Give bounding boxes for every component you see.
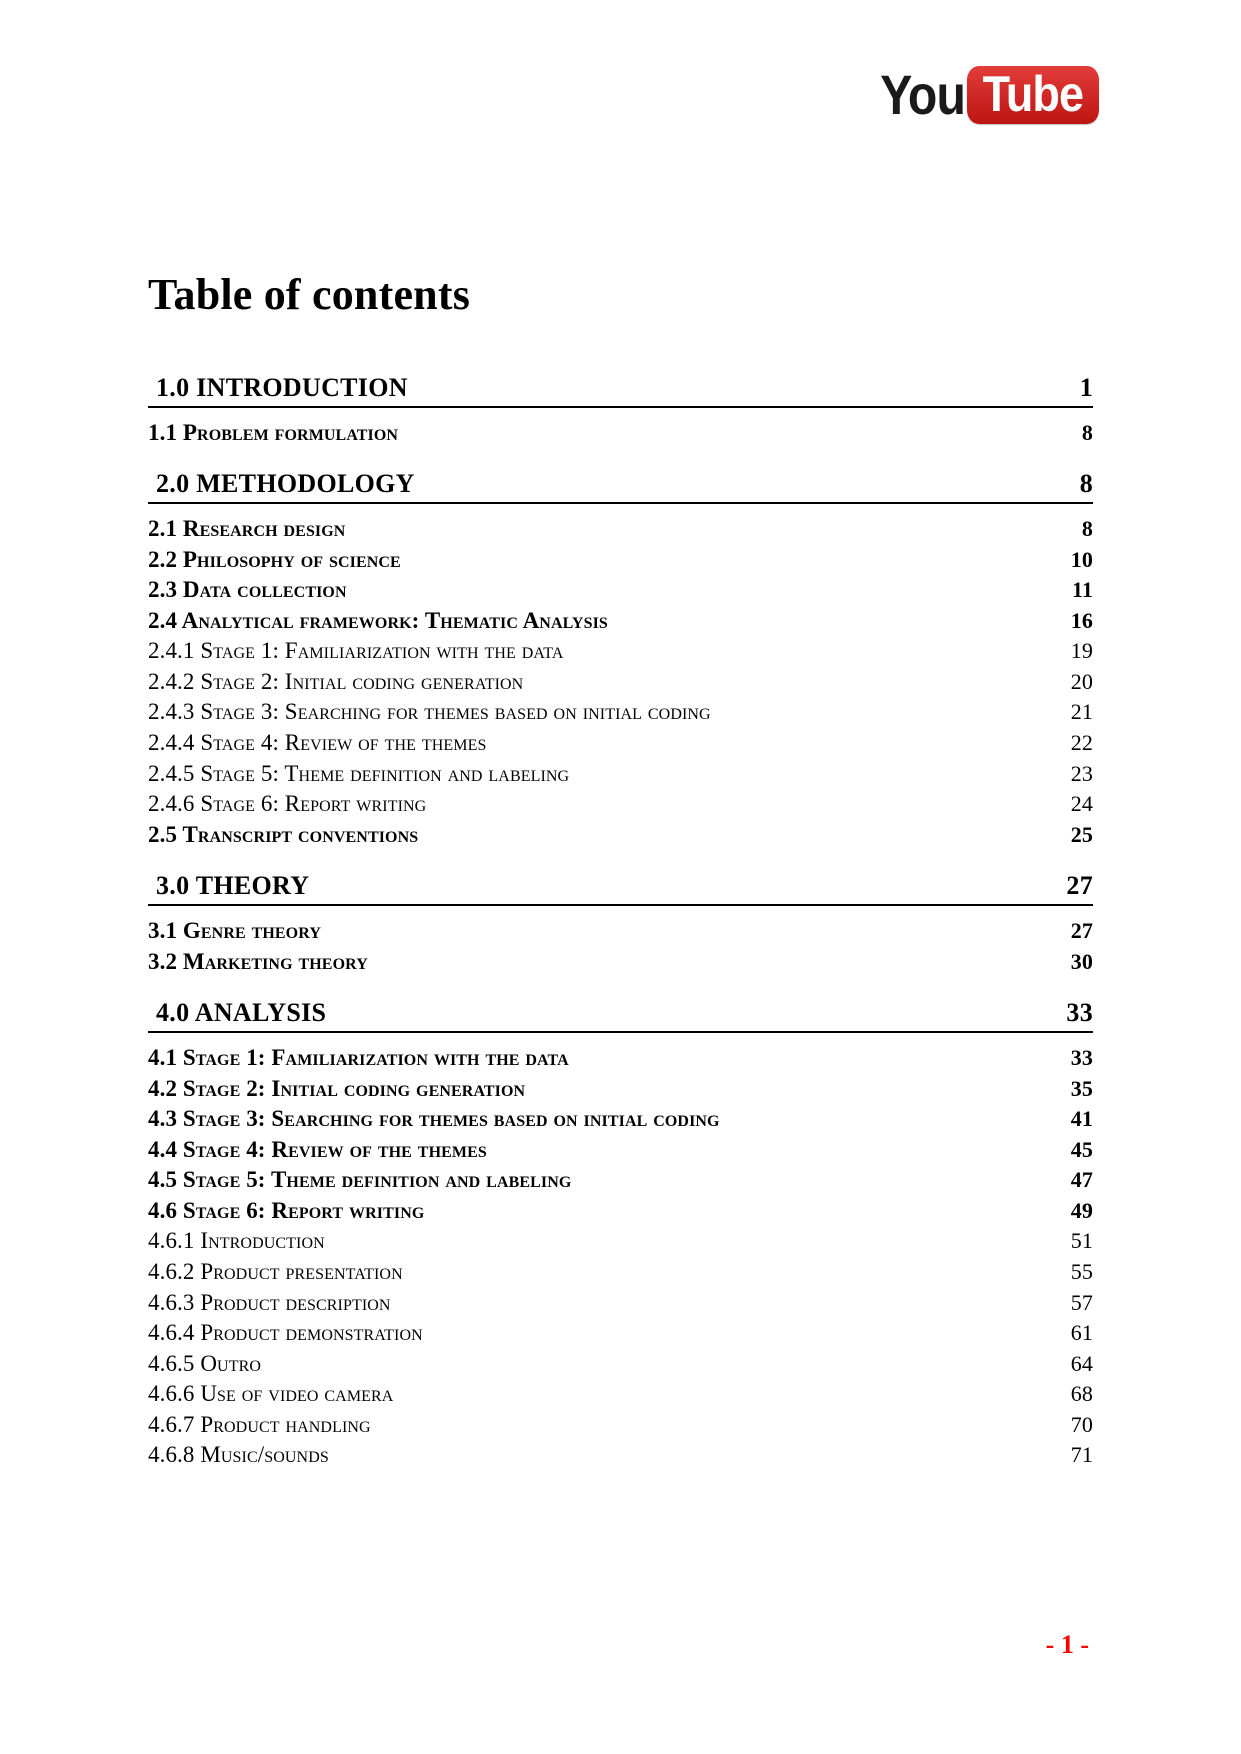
toc-entry-page-number: 64 bbox=[1070, 1350, 1093, 1376]
toc-entry[interactable] bbox=[148, 820, 1093, 851]
toc-entry-page-number: 47 bbox=[1070, 1167, 1093, 1193]
toc-entry-page-number: 71 bbox=[1070, 1442, 1093, 1468]
toc-entry[interactable] bbox=[148, 728, 1093, 759]
toc-entry-page-number: 8 bbox=[1081, 516, 1093, 542]
toc-entry-label: 4.5 Stage 5: Theme definition and labeling bbox=[148, 1167, 572, 1193]
toc-entry-label: 2.0 METHODOLOGY bbox=[156, 469, 415, 499]
toc-entry-page-number: 27 bbox=[1066, 871, 1093, 901]
toc-entry[interactable] bbox=[148, 1104, 1093, 1135]
toc-entry[interactable] bbox=[148, 789, 1093, 820]
toc-entry-label: 2.3 Data collection bbox=[148, 577, 347, 603]
toc-entry-page-number: 16 bbox=[1070, 607, 1093, 633]
toc-entry-page-number: 33 bbox=[1070, 1044, 1093, 1070]
toc-entry-label: 4.6 Stage 6: Report writing bbox=[148, 1197, 425, 1223]
toc-entry[interactable] bbox=[148, 1257, 1093, 1288]
toc-entry[interactable] bbox=[148, 372, 1093, 408]
toc-entry[interactable] bbox=[148, 997, 1093, 1033]
toc-entry[interactable] bbox=[148, 1226, 1093, 1257]
toc-entry-label: 1.0 INTRODUCTION bbox=[156, 373, 408, 402]
toc-entry[interactable] bbox=[148, 1135, 1093, 1166]
toc-entry[interactable] bbox=[148, 1440, 1093, 1471]
toc-entry-page-number: 19 bbox=[1070, 638, 1093, 664]
toc-entry[interactable] bbox=[148, 1318, 1093, 1349]
toc-entry-page-number: 10 bbox=[1070, 546, 1093, 572]
toc-entry-page-number: 51 bbox=[1070, 1228, 1093, 1254]
page-title: Table of contents bbox=[148, 270, 471, 320]
youtube-logo-tube-badge bbox=[967, 66, 1099, 124]
toc-entry[interactable] bbox=[148, 1379, 1093, 1410]
toc-entry-page-number: 21 bbox=[1070, 699, 1093, 725]
toc-entry[interactable] bbox=[148, 418, 1093, 449]
toc-entry-label: 4.0 ANALYSIS bbox=[156, 998, 327, 1028]
toc-entry-label: 4.6.1 Introduction bbox=[148, 1228, 325, 1254]
footer-page-number: - 1 - bbox=[1045, 1630, 1089, 1659]
toc-entry-page-number: 22 bbox=[1070, 730, 1093, 756]
toc-entry-label: 3.0 THEORY bbox=[156, 871, 310, 901]
toc-entry[interactable] bbox=[148, 870, 1093, 906]
toc-entry-page-number: 45 bbox=[1070, 1136, 1093, 1162]
toc-entry[interactable] bbox=[148, 606, 1093, 637]
toc-entry-label: 4.6.4 Product demonstration bbox=[148, 1320, 423, 1346]
toc-entry-page-number: 70 bbox=[1070, 1411, 1093, 1437]
toc-entry-page-number: 1 bbox=[1079, 373, 1093, 402]
toc-entry-page-number: 11 bbox=[1072, 577, 1093, 603]
toc-entry[interactable] bbox=[148, 759, 1093, 790]
toc-entry-label: 2.5 Transcript conventions bbox=[148, 821, 419, 847]
toc-entry-page-number: 8 bbox=[1079, 469, 1093, 499]
toc-entry-page-number: 8 bbox=[1081, 419, 1093, 445]
toc-entry[interactable] bbox=[148, 1349, 1093, 1380]
toc-entry-page-number: 57 bbox=[1070, 1289, 1093, 1315]
toc-entry-label: 2.4 Analytical framework: Thematic Analysis bbox=[148, 607, 608, 633]
toc-entry-page-number: 61 bbox=[1070, 1320, 1093, 1346]
toc-entry-label: 4.6.5 Outro bbox=[148, 1350, 262, 1376]
toc-entry[interactable] bbox=[148, 545, 1093, 576]
toc-entry[interactable] bbox=[148, 1196, 1093, 1227]
toc-entry-page-number: 33 bbox=[1066, 998, 1093, 1028]
toc-entry-page-number: 35 bbox=[1070, 1075, 1093, 1101]
table-of-contents bbox=[148, 372, 1093, 1471]
toc-entry-page-number: 25 bbox=[1070, 821, 1093, 847]
toc-entry-page-number: 41 bbox=[1070, 1106, 1093, 1132]
toc-entry-label: 2.2 Philosophy of science bbox=[148, 546, 401, 572]
toc-entry-label: 4.2 Stage 2: Initial coding generation bbox=[148, 1075, 526, 1101]
toc-entry[interactable] bbox=[148, 667, 1093, 698]
toc-entry-label: 3.1 Genre theory bbox=[148, 918, 321, 944]
toc-entry[interactable] bbox=[148, 468, 1093, 504]
toc-entry[interactable] bbox=[148, 1410, 1093, 1441]
toc-entry-label: 2.4.2 Stage 2: Initial coding generation bbox=[148, 668, 524, 694]
toc-entry-page-number: 23 bbox=[1070, 760, 1093, 786]
toc-entry-page-number: 30 bbox=[1070, 948, 1093, 974]
toc-entry-label: 2.4.4 Stage 4: Review of the themes bbox=[148, 730, 487, 756]
toc-entry-label: 4.6.6 Use of video camera bbox=[148, 1381, 394, 1407]
toc-entry-page-number: 49 bbox=[1070, 1197, 1093, 1223]
toc-entry[interactable] bbox=[148, 1074, 1093, 1105]
toc-entry-label: 4.6.8 Music/sounds bbox=[148, 1442, 329, 1468]
youtube-logo-tube-text: Tube bbox=[982, 66, 1084, 122]
toc-entry[interactable] bbox=[148, 916, 1093, 947]
toc-entry-label: 2.4.5 Stage 5: Theme definition and labeling bbox=[148, 760, 570, 786]
toc-entry[interactable] bbox=[148, 514, 1093, 545]
toc-entry[interactable] bbox=[148, 575, 1093, 606]
toc-entry[interactable] bbox=[148, 1043, 1093, 1074]
toc-entry-page-number: 55 bbox=[1070, 1259, 1093, 1285]
toc-entry-page-number: 68 bbox=[1070, 1381, 1093, 1407]
toc-entry-label: 4.1 Stage 1: Familiarization with the data bbox=[148, 1044, 569, 1070]
toc-entry[interactable] bbox=[148, 947, 1093, 978]
toc-entry-label: 1.1 Problem formulation bbox=[148, 419, 399, 445]
toc-entry-page-number: 24 bbox=[1070, 791, 1093, 817]
toc-entry-page-number: 20 bbox=[1070, 668, 1093, 694]
toc-entry-label: 2.1 Research design bbox=[148, 516, 346, 542]
youtube-logo-you-text: You bbox=[879, 63, 965, 126]
youtube-logo bbox=[866, 63, 1099, 126]
toc-entry-label: 4.6.2 Product presentation bbox=[148, 1259, 403, 1285]
toc-entry-label: 4.3 Stage 3: Searching for themes based on initial coding bbox=[148, 1106, 720, 1132]
toc-entry-label: 4.6.7 Product handling bbox=[148, 1411, 371, 1437]
toc-entry[interactable] bbox=[148, 636, 1093, 667]
toc-entry[interactable] bbox=[148, 1165, 1093, 1196]
toc-entry-label: 4.6.3 Product description bbox=[148, 1289, 391, 1315]
toc-entry-label: 2.4.1 Stage 1: Familiarization with the data bbox=[148, 638, 564, 664]
toc-entry[interactable] bbox=[148, 1288, 1093, 1319]
toc-entry-label: 4.4 Stage 4: Review of the themes bbox=[148, 1136, 487, 1162]
toc-entry-label: 2.4.3 Stage 3: Searching for themes based on initial coding bbox=[148, 699, 711, 725]
toc-entry-label: 2.4.6 Stage 6: Report writing bbox=[148, 791, 427, 817]
toc-entry-label: 3.2 Marketing theory bbox=[148, 948, 368, 974]
toc-entry[interactable] bbox=[148, 697, 1093, 728]
toc-entry-page-number: 27 bbox=[1070, 918, 1093, 944]
